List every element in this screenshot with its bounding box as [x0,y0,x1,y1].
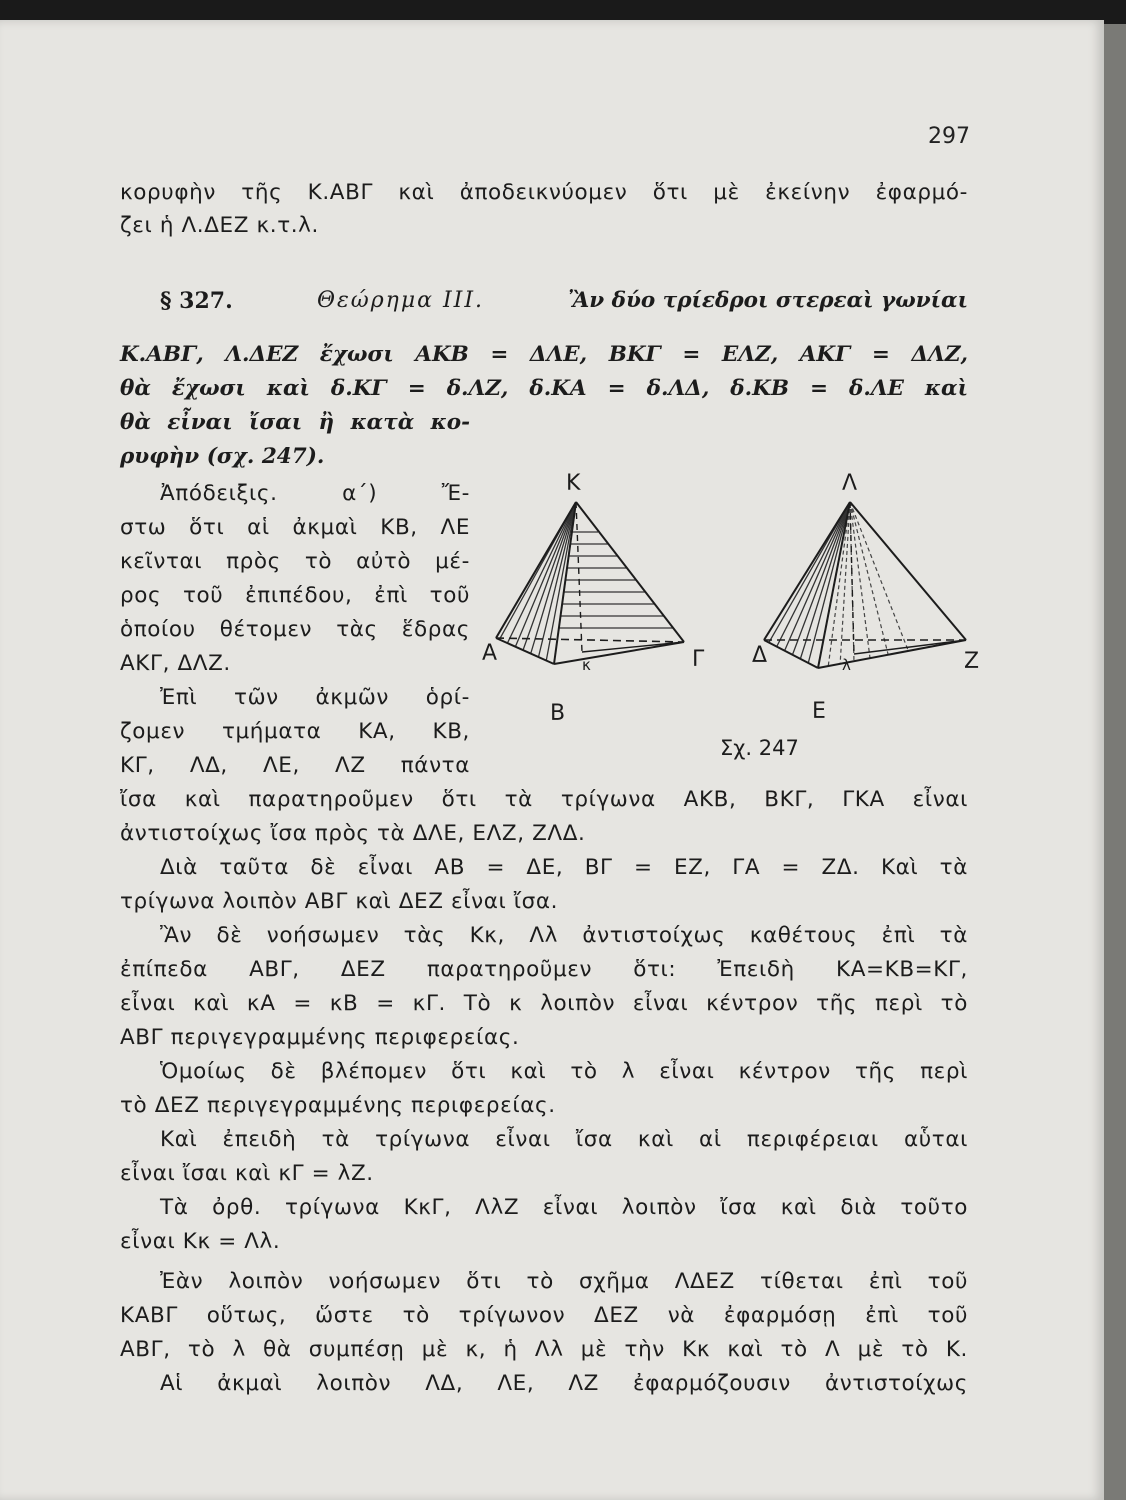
text-line: Διὰ ταῦτα δὲ εἶναι ΑΒ = ΔΕ, ΒΓ = ΕΖ, ΓΑ = ΖΔ. Καὶ τὰ [160,855,968,880]
label-Z: Ζ [964,649,980,674]
right-pyramid [764,502,966,668]
theorem-header [160,288,968,314]
text-line: εἶναι Κκ = Λλ. [120,1229,281,1254]
left-face2-hatching [556,532,674,628]
label-D: Δ [752,643,768,668]
text-line: Τὰ ὀρθ. τρίγωνα ΚκΓ, ΛλΖ εἶναι λοιπὸν ἴσα καὶ διὰ τοῦτο [160,1195,968,1220]
section-number: § 327. [160,288,233,314]
left-pyramid [496,502,684,664]
text-line: Αἱ ἀκμαὶ λοιπὸν ΛΔ, ΛΕ, ΛΖ ἐφαρμόζουσιν ἀντιστοίχως [160,1371,968,1396]
figure-caption: Σχ. 247 [720,736,799,760]
theorem-name: Θεώρημα ΙΙΙ. [316,288,485,313]
proof-line: ΑΚΓ, ΔΛΖ. [120,651,231,676]
theorem-text-line: θὰ εἶναι ἴσαι ἢ κατὰ κο- [120,410,470,435]
book-page [0,20,1104,1500]
text-line: ζει ἡ Λ.ΔΕΖ κ.τ.λ. [120,213,319,238]
page-number: 297 [928,124,970,149]
label-K: Κ [566,472,581,496]
text-line: τὸ ΔΕΖ περιγεγραμμένης περιφερείας. [120,1093,556,1118]
proof-line: Ἀπόδειξις. α΄) Ἔ- [160,481,470,506]
text-line: εἶναι καὶ κΑ = κΒ = κΓ. Τὸ κ λοιπὸν εἶναι κέντρον τῆς περὶ τὸ [120,991,968,1016]
label-E: Ε [812,699,826,724]
figure-247 [478,472,988,772]
label-B: Β [550,701,566,726]
text-line: ἐπίπεδα ΑΒΓ, ΔΕΖ παρατηροῦμεν ὅτι: Ἐπειδὴ ΚΑ=ΚΒ=ΚΓ, [120,957,968,982]
text-line: ΑΒΓ, τὸ λ θὰ συμπέσῃ μὲ κ, ἡ Λλ μὲ τὴν Κκ καὶ τὸ Λ μὲ τὸ Κ. [120,1337,968,1362]
text-line: τρίγωνα λοιπὸν ΑΒΓ καὶ ΔΕΖ εἶναι ἴσα. [120,889,559,914]
text-line: ἀντιστοίχως ἴσα πρὸς τὰ ΔΛΕ, ΕΛΖ, ΖΛΔ. [120,821,586,846]
text-line: Ὁμοίως δὲ βλέπομεν ὅτι καὶ τὸ λ εἶναι κέντρον τῆς περὶ [160,1059,968,1084]
theorem-text-line: θὰ ἔχωσι καὶ δ.ΚΓ = δ.ΛΖ, δ.ΚΑ = δ.ΛΔ, δ.ΚΒ = δ.ΛΕ καὶ [120,376,968,401]
text-line: Ἐὰν λοιπὸν νοήσωμεν ὅτι τὸ σχῆμα ΛΔΕΖ τίθεται ἐπὶ τοῦ [160,1269,968,1294]
text-line: ΚΑΒΓ οὕτως, ὥστε τὸ τρίγωνον ΔΕΖ νὰ ἐφαρμόσῃ ἐπὶ τοῦ [120,1303,968,1328]
proof-line: Ἐπὶ τῶν ἀκμῶν ὁρί- [160,685,470,710]
proof-line: ζομεν τμήματα ΚΑ, ΚΒ, [120,719,470,744]
text-line: Ἂν δὲ νοήσωμεν τὰς Κκ, Λλ ἀντιστοίχως καθέτους ἐπὶ τὰ [160,923,968,948]
label-L: Λ [842,472,858,496]
theorem-text-line: Κ.ΑΒΓ, Λ.ΔΕΖ ἔχωσι ΑΚΒ = ΔΛΕ, ΒΚΓ = ΕΛΖ, ΑΚΓ = ΔΛΖ, [120,342,968,367]
theorem-text-line: ρυφὴν (σχ. 247). [120,444,325,469]
label-A: Α [482,641,498,666]
text-line: ΑΒΓ περιγεγραμμένης περιφερείας. [120,1025,520,1050]
theorem-text-line: Ἂν δύο τρίεδροι στερεαὶ γωνίαι [568,288,968,313]
text-line: κορυφὴν τῆς Κ.ΑΒΓ καὶ ἀποδεικνύομεν ὅτι μὲ ἐκείνην ἐφαρμό- [120,180,968,205]
text-line: ἴσα καὶ παρατηροῦμεν ὅτι τὰ τρίγωνα ΑΚΒ, ΒΚΓ, ΓΚΑ εἶναι [120,787,968,812]
label-k: κ [582,656,591,674]
proof-line: ὁποίου θέτομεν τὰς ἕδρας [120,617,470,642]
proof-line: στω ὅτι αἱ ἀκμαὶ ΚΒ, ΛΕ [120,515,470,540]
label-G: Γ [692,647,705,672]
proof-line: κεῖνται πρὸς τὸ αὐτὸ μέ- [120,549,470,574]
text-line: Καὶ ἐπειδὴ τὰ τρίγωνα εἶναι ἴσα καὶ αἱ περιφέρειαι αὗται [160,1127,968,1152]
text-line: εἶναι ἴσαι καὶ κΓ = λΖ. [120,1161,374,1186]
proof-line: ρος τοῦ ἐπιπέδου, ἐπὶ τοῦ [120,583,470,608]
label-l: λ [842,656,851,674]
proof-line: ΚΓ, ΛΔ, ΛΕ, ΛΖ πάντα [120,753,470,778]
